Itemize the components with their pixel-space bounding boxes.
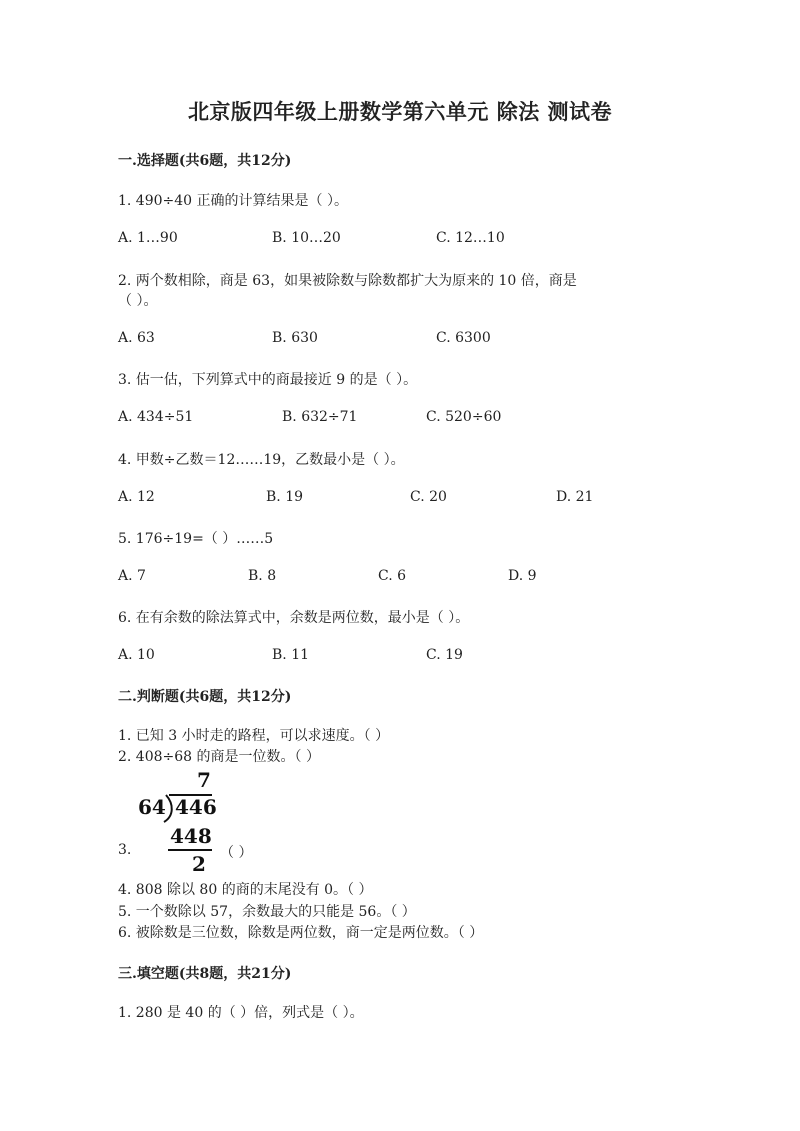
question-text: （ ）。 [118, 293, 158, 309]
option: C. 19 [426, 647, 463, 663]
long-division-figure [136, 768, 220, 876]
option: B. 8 [248, 568, 277, 584]
judgement-item: 6. 被除数是三位数，除数是两位数，商一定是两位数。（ ） [118, 925, 484, 941]
option: B. 630 [272, 330, 318, 346]
divisor: 64 [138, 795, 166, 819]
page-title: 北京版四年级上册数学第六单元 除法 测试卷 [187, 99, 613, 124]
judgement-item: 4. 808 除以 80 的商的末尾没有 0。（ ） [118, 882, 373, 898]
option: C. 6 [378, 568, 407, 584]
option: C. 520÷60 [426, 409, 502, 425]
question-text: 1. 490÷40 正确的计算结果是（ ）。 [118, 193, 348, 209]
section-heading-choice: 一.选择题(共6题，共12分) [118, 153, 292, 169]
option: B. 19 [266, 489, 304, 505]
question-text: 5. 176÷19=（ ）……5 [118, 531, 274, 547]
option: D. 9 [508, 568, 537, 584]
section-heading-fill: 三.填空题(共8题，共21分) [118, 966, 292, 982]
option: A. 1…90 [118, 230, 178, 246]
option: B. 632÷71 [282, 409, 358, 425]
question-text: 3. 估一估，下列算式中的商最接近 9 的是（ ）。 [118, 372, 418, 388]
option: A. 7 [118, 568, 146, 584]
judgement-item: 1. 已知 3 小时走的路程，可以求速度。（ ） [118, 728, 390, 744]
option: C. 6300 [436, 330, 491, 346]
product: 448 [170, 824, 212, 848]
option: B. 11 [272, 647, 310, 663]
option: A. 12 [118, 489, 155, 505]
question-text: 2. 两个数相除，商是 63，如果被除数与除数都扩大为原来的 10 倍，商是 [118, 273, 577, 289]
option: C. 12…10 [436, 230, 505, 246]
question-text: 6. 在有余数的除法算式中，余数是两位数，最小是（ ）。 [118, 610, 470, 626]
option: A. 10 [118, 647, 155, 663]
dividend: 446 [175, 795, 217, 819]
option: B. 10…20 [272, 230, 341, 246]
remainder: 2 [192, 852, 206, 876]
option: C. 20 [410, 489, 447, 505]
judgement-item: 5. 一个数除以 57，余数最大的只能是 56。（ ） [118, 904, 416, 920]
judgement-item: 3. [118, 842, 132, 858]
judgement-item: 2. 408÷68 的商是一位数。（ ） [118, 749, 320, 765]
question-text: 4. 甲数÷乙数＝12……19，乙数最小是（ ）。 [118, 452, 405, 468]
option: D. 21 [556, 489, 594, 505]
section-heading-judgement: 二.判断题(共6题，共12分) [118, 689, 292, 705]
answer-paren: （ ） [220, 845, 253, 861]
option: A. 434÷51 [118, 409, 194, 425]
option: A. 63 [118, 330, 155, 346]
quotient: 7 [197, 768, 211, 792]
question-text: 1. 280 是 40 的（ ）倍，列式是（ ）。 [118, 1005, 364, 1021]
